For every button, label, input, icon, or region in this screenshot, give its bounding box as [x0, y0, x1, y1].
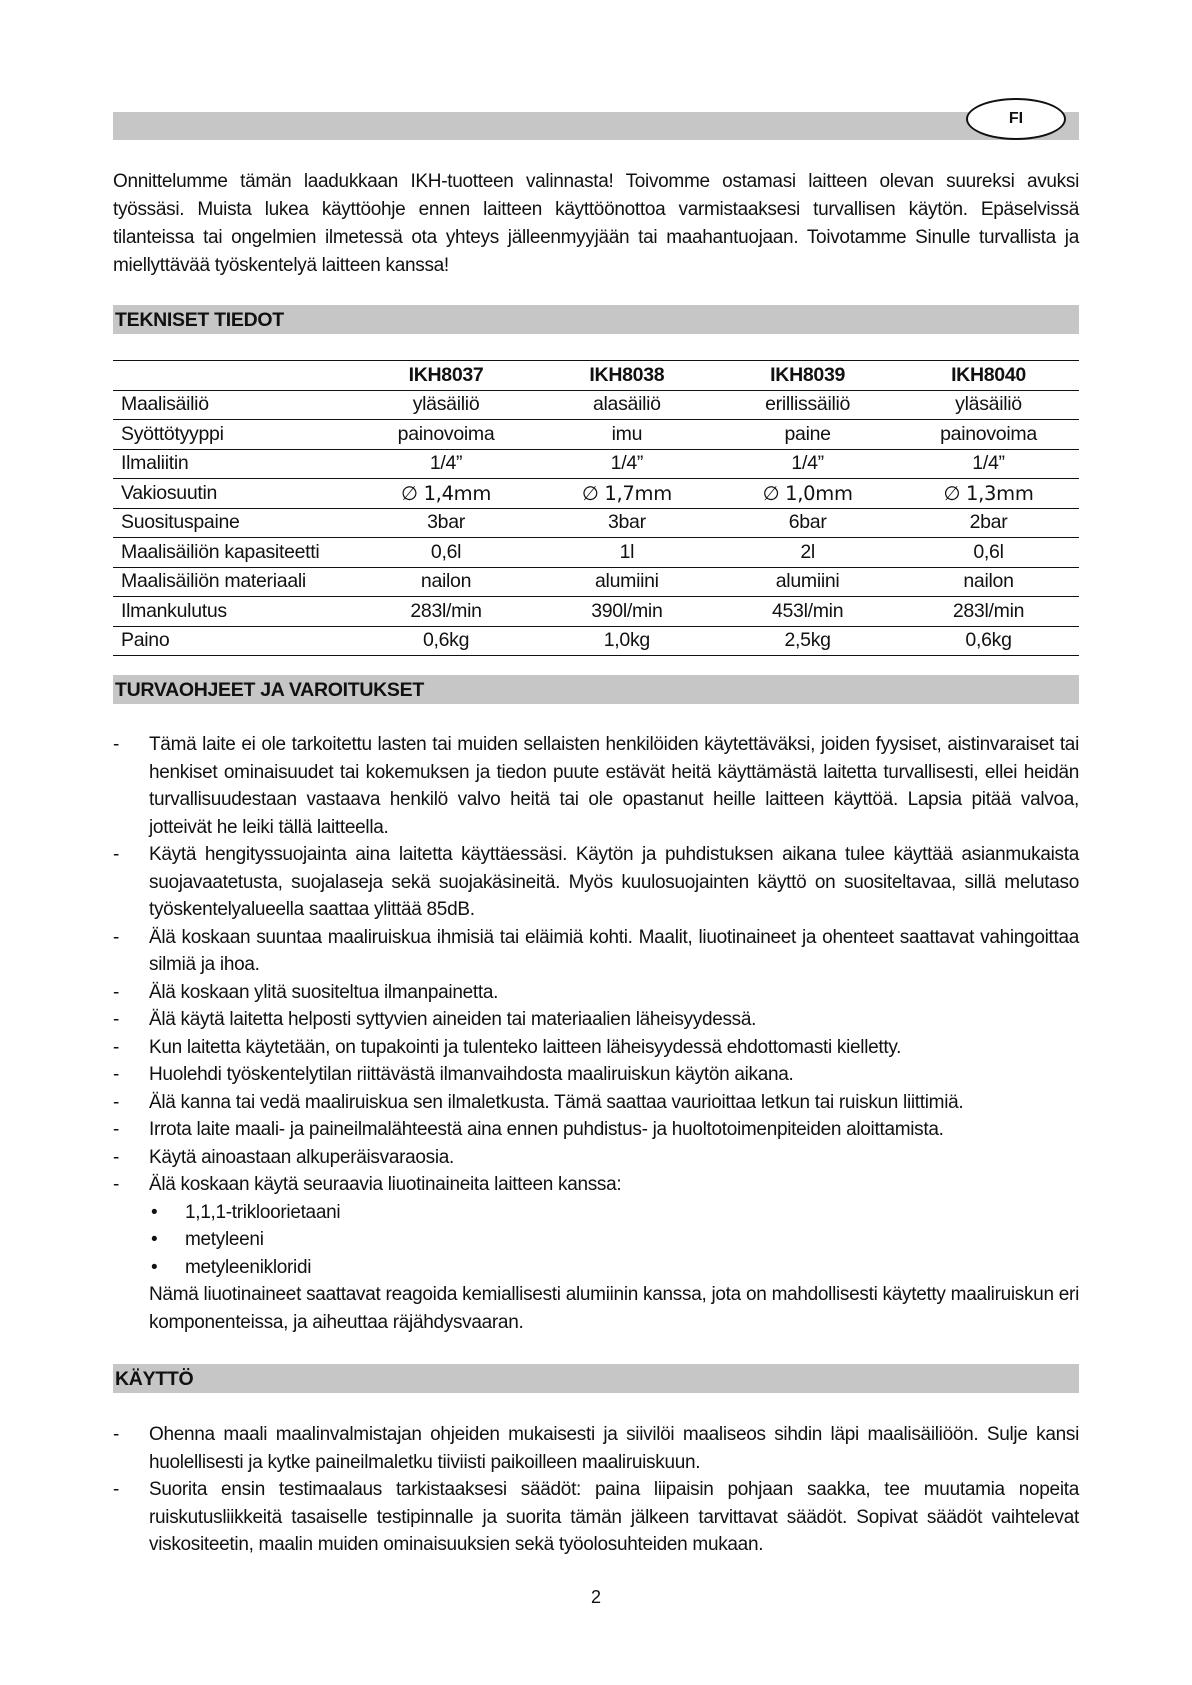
cell-value: erillissäiliö — [717, 390, 898, 420]
list-item: - Kun laitetta käytetään, on tupakointi ja tulenteko laitteen läheisyydessä ehdottomasti kielletty. — [113, 1034, 1079, 1062]
row-label: Suosituspaine — [113, 508, 356, 538]
solvent-item: • metyleenikloridi — [149, 1254, 1079, 1282]
table-row — [113, 538, 1079, 568]
cell-value: 3bar — [537, 508, 718, 538]
cell-value: 2bar — [898, 508, 1079, 538]
cell-value: nailon — [898, 567, 1079, 597]
cell-value: 0,6kg — [898, 626, 1079, 656]
list-marker: - — [113, 926, 120, 948]
cell-value: alumiini — [537, 567, 718, 597]
header-bar — [113, 112, 1079, 140]
section-heading-specs: TEKNISET TIEDOT — [113, 305, 1079, 334]
cell-value: ∅ 1,0mm — [717, 479, 898, 509]
row-label: Maalisäiliön materiaali — [113, 567, 356, 597]
cell-value: alumiini — [717, 567, 898, 597]
model-header: IKH8040 — [898, 361, 1079, 391]
list-marker: - — [113, 1174, 120, 1195]
list-item: - Huolehdi työskentelytilan riittävästä ilmanvaihdosta maaliruiskun käytön aikana. — [113, 1061, 1079, 1089]
cell-value: 1/4” — [356, 449, 537, 479]
list-item: - Suorita ensin testimaalaus tarkistaaksesi säädöt: paina liipaisin pohjaan saakka, tee muutamia nopeita ruiskutusliikkeitä tasaiselle testipinnalle ja suorita tämän jälkeen tarvittavat säädöt. Sopivat säädöt vaihtelevat viskositeetin, maalin muiden ominaisuuksien sekä työolosuhteiden mukaan. — [113, 1476, 1079, 1559]
cell-value: 1l — [537, 538, 718, 568]
cell-value: 1,0kg — [537, 626, 718, 656]
cell-value: painovoima — [898, 420, 1079, 450]
list-marker: - — [113, 981, 120, 1003]
cell-value: nailon — [356, 567, 537, 597]
bullet-marker: • — [151, 1201, 158, 1223]
table-row — [113, 597, 1079, 627]
table-row — [113, 449, 1079, 479]
usage-list — [113, 1421, 1079, 1559]
bullet-marker: • — [151, 1256, 158, 1278]
specs-table — [113, 360, 1079, 656]
row-label: Vakiosuutin — [113, 479, 356, 509]
cell-value: paine — [717, 420, 898, 450]
table-row — [113, 479, 1079, 509]
list-marker: - — [113, 1009, 120, 1030]
table-row — [113, 390, 1079, 420]
specs-header-row — [113, 361, 1079, 391]
list-marker: - — [113, 1119, 120, 1140]
cell-value: 6bar — [717, 508, 898, 538]
cell-value: yläsäiliö — [356, 390, 537, 420]
list-marker: - — [113, 844, 120, 865]
safety-list — [113, 731, 1079, 1336]
solvent-item: • 1,1,1-trikloorietaani — [149, 1199, 1079, 1227]
solvent-list — [149, 1199, 1079, 1282]
cell-value: 283l/min — [356, 597, 537, 627]
cell-value: ∅ 1,3mm — [898, 479, 1079, 509]
bullet-marker: • — [151, 1229, 158, 1250]
solvent-item: • metyleeni — [149, 1226, 1079, 1254]
intro-paragraph: Onnittelumme tämän laadukkaan IKH-tuotteen valinnasta! Toivomme ostamasi laitteen olevan suureksi avuksi työssäsi. Muista lukea käyttöohje ennen laitteen käyttöönottoa varmistaaksesi turvallisen käytön. Epäselvissä tilanteissa tai ongelmien ilmetessä ota yhteys jälleenmyyjään tai maahantuojaan. Toivotamme Sinulle turvallista ja miellyttävää työskentelyä laitteen kanssa! — [113, 171, 1079, 276]
list-item: - Älä kanna tai vedä maaliruiskua sen ilmaletkusta. Tämä saattaa vaurioittaa letkun tai ruiskun liittimiä. — [113, 1089, 1079, 1117]
list-item: - Ohenna maali maalinvalmistajan ohjeiden mukaisesti ja siivilöi maaliseos sihdin läpi maalisäiliöön. Sulje kansi huolellisesti ja kytke paineilmaletku tiiviisti paikoilleen maaliruiskuun. — [113, 1421, 1079, 1476]
list-marker: - — [113, 1424, 120, 1445]
cell-value: 390l/min — [537, 597, 718, 627]
row-label: Ilmankulutus — [113, 597, 356, 627]
list-item: - Älä käytä laitetta helposti syttyvien aineiden tai materiaalien läheisyydessä. — [113, 1006, 1079, 1034]
list-item: - Käytä hengityssuojainta aina laitetta käyttäessäsi. Käytön ja puhdistuksen aikana tulee käyttää asianmukaista suojavaatetusta, suojalaseja sekä suojakäsineitä. Myös kuulosuojainten käyttö on suositeltavaa, sillä melutaso työskentelyalueella saattaa ylittää 85dB. — [113, 841, 1079, 924]
cell-value: 2l — [717, 538, 898, 568]
cell-value: 283l/min — [898, 597, 1079, 627]
list-item-solvents: - Älä koskaan käytä seuraavia liuotinaineita laitteen kanssa: • 1,1,1-trikloorietaani • metyleeni • metyleenikloridi Nämä liuotinaineet saattavat reagoida kemiallisesti alumiinin kanssa, jota on mahdollisesti käytetty maaliruiskun eri komponenteissa, ja aiheuttaa räjähdysvaaran. — [113, 1171, 1079, 1336]
list-item: - Älä koskaan suuntaa maaliruiskua ihmisiä tai eläimiä kohti. Maalit, liuotinaineet ja ohenteet saattavat vahingoittaa silmiä ja ihoa. — [113, 924, 1079, 979]
cell-value: 1/4” — [537, 449, 718, 479]
list-item: - Älä koskaan ylitä suositeltua ilmanpainetta. — [113, 979, 1079, 1007]
model-header: IKH8037 — [356, 361, 537, 391]
list-marker: - — [113, 1036, 120, 1058]
list-marker: - — [113, 1479, 120, 1500]
cell-value: imu — [537, 420, 718, 450]
cell-value: yläsäiliö — [898, 390, 1079, 420]
cell-value: 0,6kg — [356, 626, 537, 656]
list-marker: - — [113, 734, 120, 755]
solvents-note: Nämä liuotinaineet saattavat reagoida kemiallisesti alumiinin kanssa, jota on mahdollisesti käytetty maaliruiskun eri komponenteissa, ja aiheuttaa räjähdysvaaran. — [149, 1284, 1079, 1333]
table-row — [113, 508, 1079, 538]
cell-value: alasäiliö — [537, 390, 718, 420]
cell-value: 453l/min — [717, 597, 898, 627]
row-label: Paino — [113, 626, 356, 656]
list-marker: - — [113, 1064, 120, 1085]
section-heading-safety: TURVAOHJEET JA VAROITUKSET — [113, 675, 1079, 704]
row-label: Ilmaliitin — [113, 449, 356, 479]
row-label: Maalisäiliön kapasiteetti — [113, 538, 356, 568]
cell-value: 0,6l — [898, 538, 1079, 568]
cell-value: 3bar — [356, 508, 537, 538]
language-badge: FI — [966, 98, 1066, 140]
cell-value: 1/4” — [898, 449, 1079, 479]
list-item: - Tämä laite ei ole tarkoitettu lasten tai muiden sellaisten henkilöiden käytettäväksi, joiden fyysiset, aistinvaraiset tai henkiset ominaisuudet tai kokemuksen ja tiedon puute estävät heitä käyttämästä laitetta turvallisesti, ellei heidän turvallisuudestaan vastaava henkilö valvo heitä tai ole opastanut heille laitteen käyttöä. Lapsia pitää valvoa, jotteivät he leiki tällä laitteella. — [113, 731, 1079, 841]
row-label: Syöttötyyppi — [113, 420, 356, 450]
list-marker: - — [113, 1146, 120, 1168]
list-marker: - — [113, 1091, 120, 1113]
cell-value: painovoima — [356, 420, 537, 450]
cell-value: 0,6l — [356, 538, 537, 568]
cell-value: ∅ 1,7mm — [537, 479, 718, 509]
table-row — [113, 567, 1079, 597]
row-label: Maalisäiliö — [113, 390, 356, 420]
list-item: - Irrota laite maali- ja paineilmalähteestä aina ennen puhdistus- ja huoltotoimenpiteiden aloittamista. — [113, 1116, 1079, 1144]
list-item: - Käytä ainoastaan alkuperäisvaraosia. — [113, 1144, 1079, 1172]
cell-value: 1/4” — [717, 449, 898, 479]
table-row — [113, 626, 1079, 656]
cell-value: ∅ 1,4mm — [356, 479, 537, 509]
model-header: IKH8038 — [537, 361, 718, 391]
model-header: IKH8039 — [717, 361, 898, 391]
page-number: 2 — [590, 1587, 601, 1607]
table-row — [113, 420, 1079, 450]
section-heading-usage: KÄYTTÖ — [113, 1364, 1079, 1393]
cell-value: 2,5kg — [717, 626, 898, 656]
